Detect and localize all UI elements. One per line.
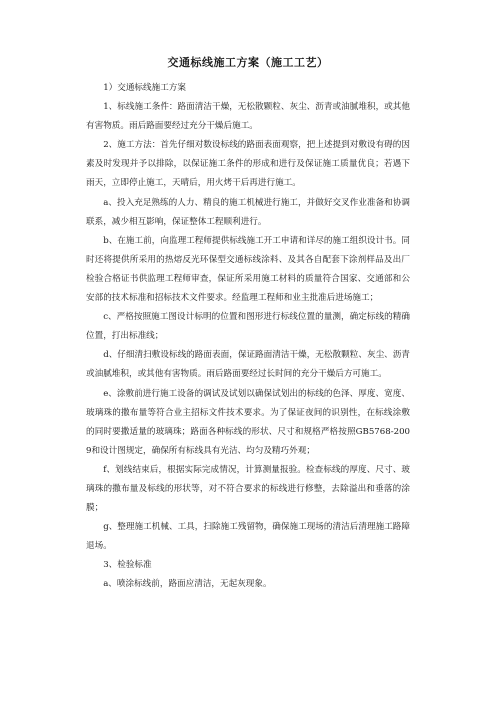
paragraph: 1、标线施工条件：路面清洁干燥，无松散颗粒、灰尘、沥青或油腻堆积，或其他有害物质。雨后路面要经过充分干燥后施工。 — [86, 102, 410, 132]
paragraph: 2、施工方法：首先仔细对数设标线的路面表面观察，把上述提到对敷设有碍的因素及时发现并予以排除，以保证施工条件的形成和进行及保证施工质量优良；若遇下雨天，立即停止施工，天晴后，用火烤干后再进行施工。 — [86, 140, 410, 189]
paragraph: b、在施工前，向监理工程师提供标线施工开工申请和详尽的施工组织设计书。同时还将提供所采用的热熔反光环保型交通标线涂料、及其各自配套下涂剂样品及出厂检验合格证书供监理工程师审查，保证所采用施工材料的质量符合国家、交通部和公安部的技术标准和招标技术文件要求。经监理工程师和业主批准后进场施工； — [86, 235, 410, 304]
paragraph: a、喷涂标线前，路面应清洁，无起灰现象。 — [103, 579, 272, 590]
paragraph: e、涂敷前进行施工设备的调试及试划以确保试划出的标线的色泽、厚度、宽度、玻璃珠的撒布量等符合业主招标文件技术要求。为了保证夜间的识别性，在标线涂敷的同时要撒适量的玻璃珠；路面各种标线的形状、尺寸和规格严格按照GB5768-2009和设计图规定，确保所有标线具有光洁、均匀及精巧外观； — [86, 388, 410, 456]
document-title: 交通标线施工方案（施工工艺） — [167, 56, 329, 69]
paragraph: g、整理施工机械、工具，扫除施工残留物，确保施工现场的清洁后清理施工路障退场。 — [86, 522, 410, 552]
paragraph: c、严格按照施工图设计标明的位置和图形进行标线位置的量测，确定标线的精确位置，打出标准线； — [86, 312, 410, 342]
document-body — [86, 79, 410, 595]
paragraph: 1）交通标线施工方案 — [103, 83, 186, 93]
paragraph: a、投入充足熟练的人力、精良的施工机械进行施工，并做好交叉作业准备和协调联系，减少相互影响，保证整体工程顺利进行。 — [86, 197, 410, 227]
paragraph: f、划线结束后，根据实际完成情况，计算测量报验。检查标线的厚度、尺寸、玻璃珠的撒布量及标线的形状等，对不符合要求的标线进行修整，去除溢出和垂落的涂膜； — [86, 464, 410, 514]
paragraph: 3、检验标准 — [103, 560, 152, 571]
paragraph: d、仔细清扫敷设标线的路面表面，保证路面清洁干燥，无松散颗粒、灰尘、沥青或油腻堆积，或其他有害物质。雨后路面要经过长时间的充分干燥后方可施工。 — [86, 350, 410, 380]
